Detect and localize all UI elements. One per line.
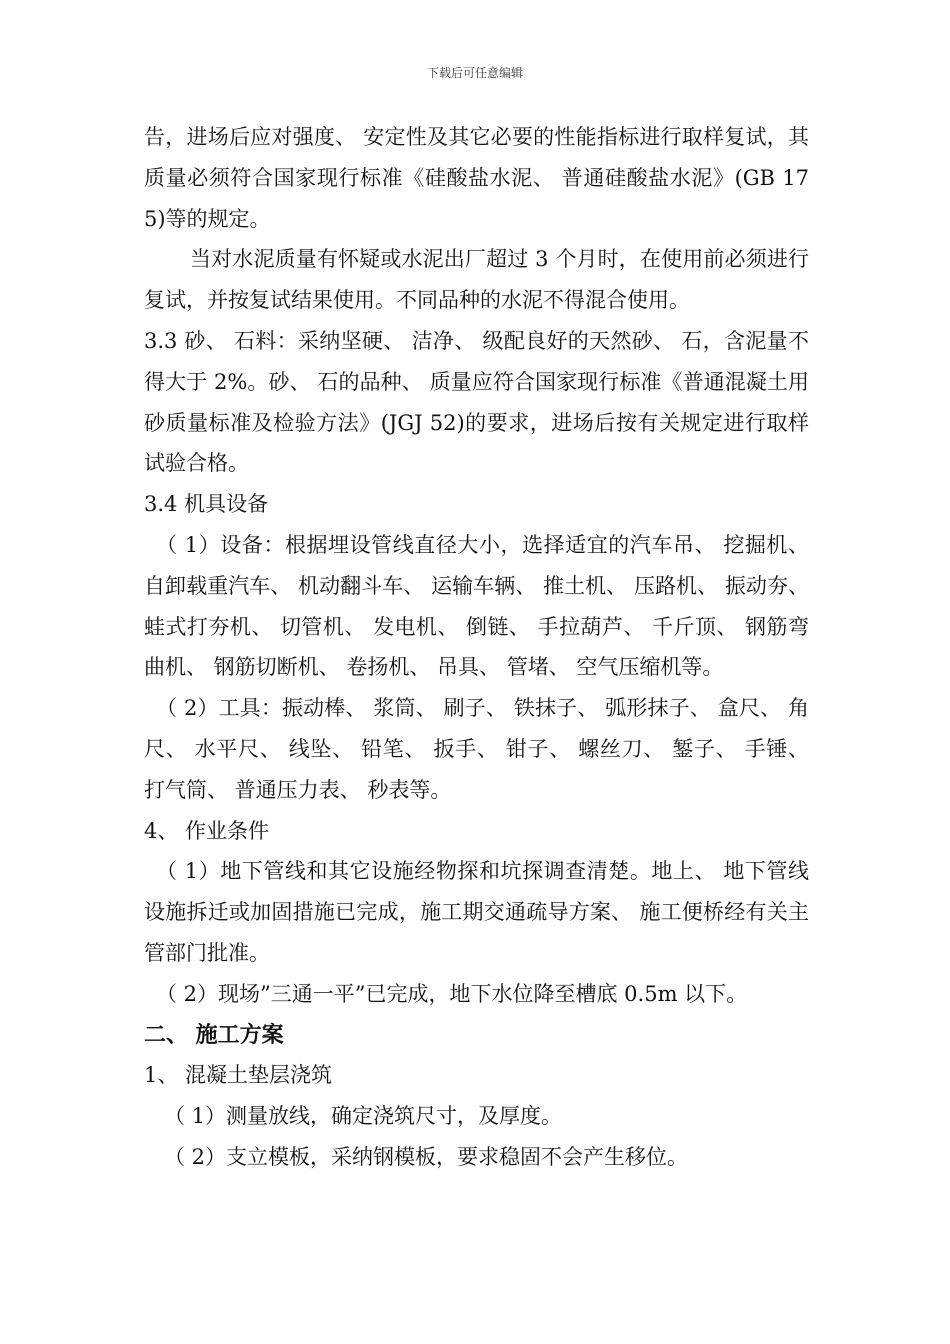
paragraph-tools-list: （ 2）工具：振动棒、 浆筒、 刷子、 铁抹子、 弧形抹子、 盒尺、 角尺、 水平尺、 线坠、 铅笔、 扳手、 钳子、 螺丝刀、 錾子、 手锤、 打气筒、 普通压力表、 秒表等。: [144, 696, 809, 802]
document-body: [144, 117, 809, 1178]
heading-equipment: 3.4 机具设备: [144, 492, 269, 517]
paragraph-cement-retest: 告，进场后应对强度、 安定性及其它必要的性能指标进行取样复试，其质量必须符合国家现行标准《硅酸盐水泥、 普通硅酸盐水泥》(GB 175)等的规定。: [144, 125, 809, 231]
paragraph-condition-2: （ 2）现场”三通一平”已完成，地下水位降至槽底 0.5m 以下。: [156, 981, 748, 1006]
paragraph-condition-1: （ 1）地下管线和其它设施经物探和坑探调查清楚。地上、 地下管线设施拆迁或加固措施已完成，施工期交通疏导方案、 施工便桥经有关主管部门批准。: [144, 859, 809, 965]
heading-construction-plan: 二、 施工方案: [144, 1021, 284, 1048]
heading-concrete-cushion: 1、 混凝土垫层浇筑: [144, 1063, 333, 1088]
paragraph-step-1: （ 1）测量放线，确定浇筑尺寸，及厚度。: [164, 1104, 563, 1129]
page-header: 下载后可任意编辑: [426, 66, 523, 80]
heading-work-conditions: 4、 作业条件: [144, 818, 270, 843]
paragraph-equipment-list: （ 1）设备：根据埋设管线直径大小，选择适宜的汽车吊、 挖掘机、 自卸载重汽车、 机动翻斗车、 运输车辆、 推土机、 压路机、 振动夯、 蛙式打夯机、 切管机、 发电机、 倒链、 手拉葫芦、 千斤顶、 钢筋弯曲机、 钢筋切断机、 卷扬机、 吊具、 管堵、 空气压缩机等。: [144, 532, 809, 680]
paragraph-step-2: （ 2）支立模板，采纳钢模板，要求稳固不会产生移位。: [164, 1144, 689, 1169]
paragraph-cement-doubt: 当对水泥质量有怀疑或水泥出厂超过 3 个月时，在使用前必须进行复试，并按复试结果使用。不同品种的水泥不得混合使用。: [144, 247, 809, 313]
paragraph-sand-stone: 3.3 砂、 石料：采纳坚硬、 洁净、 级配良好的天然砂、 石，含泥量不得大于 2%。砂、 石的品种、 质量应符合国家现行标准《普通混凝土用砂质量标准及检验方法》(JGJ 52)的要求，进场后按有关规定进行取样试验合格。: [144, 328, 809, 476]
